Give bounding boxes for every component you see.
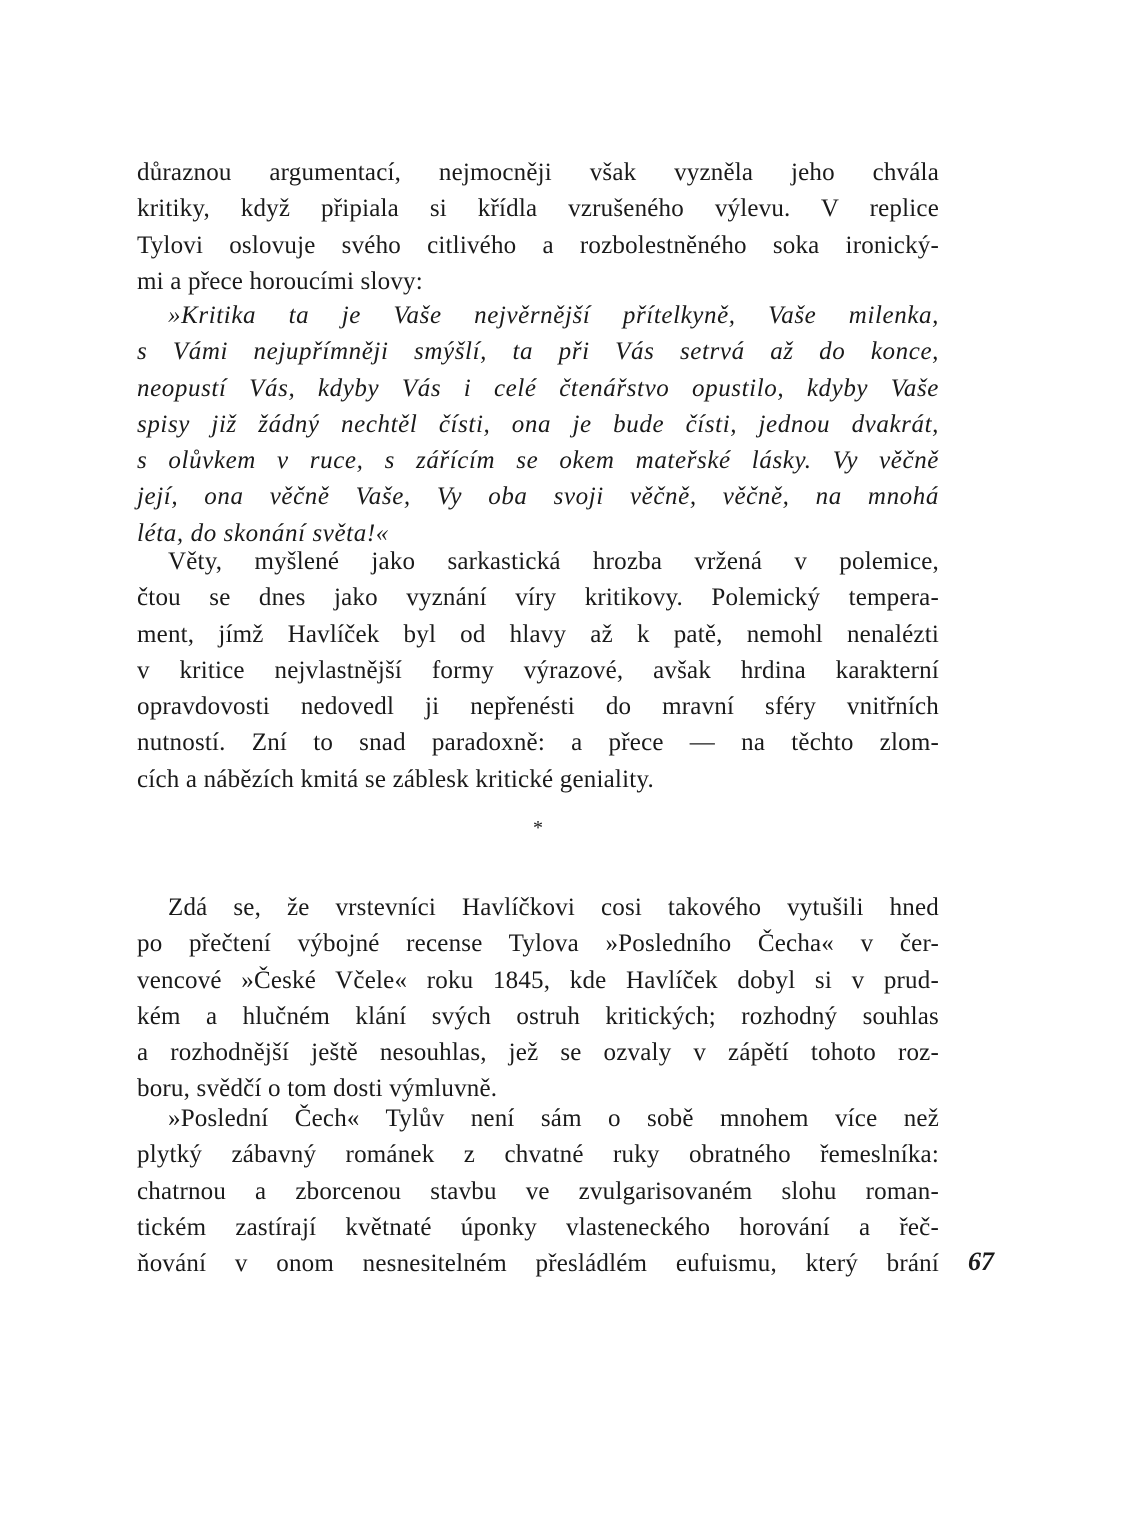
text-line: Zdá se, že vrstevníci Havlíčkovi cosi takového vytušili hned bbox=[168, 894, 939, 921]
text-line: plytký zábavný románek z chvatné ruky obratného řemeslníka: bbox=[137, 1141, 939, 1169]
text-line: vencové »České Včele« roku 1845, kde Havlíček dobyl si v prud- bbox=[137, 966, 939, 994]
text-line: nutností. Zní to snad paradoxně: a přece — na těchto zlom- bbox=[137, 729, 939, 757]
quote-line: léta, do skonání světa!« bbox=[137, 519, 389, 547]
text-line: opravdovosti nedovedl ji nepřenésti do mravní sféry vnitřních bbox=[137, 693, 939, 721]
text-line: ment, jímž Havlíček byl od hlavy až k patě, nemohl nenalézti bbox=[137, 620, 939, 648]
section-separator: * bbox=[533, 817, 543, 839]
quote-line: spisy již žádný nechtěl čísti, ona je bude čísti, jednou dvakrát, bbox=[137, 410, 939, 438]
quote-line: s olůvkem v ruce, s zářícím se okem mateřské lásky. Vy věčně bbox=[137, 447, 939, 475]
text-line: »Poslední Čech« Tylův není sám o sobě mnohem více než bbox=[168, 1105, 939, 1132]
text-line: cích a nábězích kmitá se záblesk kritické geniality. bbox=[137, 765, 654, 793]
text-line: kém a hlučném klání svých ostruh kritických; rozhodný souhlas bbox=[137, 1002, 939, 1030]
paragraph-4 bbox=[137, 1101, 939, 1282]
text-line: boru, svědčí o tom dosti výmluvně. bbox=[137, 1075, 498, 1103]
text-line: Tylovi oslovuje svého citlivého a rozbolestněného soka ironický- bbox=[137, 231, 939, 259]
text-line: důraznou argumentací, nejmocněji však vyzněla jeho chvála bbox=[137, 159, 939, 186]
text-line: chatrnou a zborcenou stavbu ve zvulgarisovaném slohu roman- bbox=[137, 1177, 939, 1205]
text-line: tickém zastírají květnaté úponky vlasteneckého horování a řeč- bbox=[137, 1213, 939, 1241]
text-line: mi a přece horoucími slovy: bbox=[137, 267, 423, 295]
quote-line: její, ona věčně Vaše, Vy oba svoji věčně, věčně, na mnohá bbox=[137, 483, 939, 511]
text-line: a rozhodnější ještě nesouhlas, jež se ozvaly v zápětí tohoto roz- bbox=[137, 1039, 939, 1067]
text-line: Věty, myšlené jako sarkastická hrozba vržená v polemice, bbox=[168, 548, 939, 575]
quote-line: »Kritika ta je Vaše nejvěrnější přítelkyně, Vaše milenka, bbox=[168, 302, 939, 329]
quote-line: neopustí Vás, kdyby Vás i celé čtenářstvo opustilo, kdyby Vaše bbox=[137, 374, 939, 402]
text-line: po přečtení výbojné recense Tylova »Posledního Čecha« v čer- bbox=[137, 930, 939, 958]
quote-line: s Vámi nejupřímněji smýšlí, ta při Vás setrvá až do konce, bbox=[137, 338, 939, 366]
paragraph-1 bbox=[137, 155, 939, 300]
quotation bbox=[137, 298, 939, 552]
paragraph-3 bbox=[137, 890, 939, 1108]
text-line: čtou se dnes jako vyznání víry kritikovy. Polemický tempera- bbox=[137, 584, 939, 612]
text-line: ňování v onom nesnesitelném přesládlém eufuismu, který brání bbox=[137, 1250, 939, 1278]
page-number: 67 bbox=[968, 1247, 994, 1276]
text-line: v kritice nejvlastnější formy výrazové, avšak hrdina karakterní bbox=[137, 656, 939, 684]
text-line: kritiky, když připiala si křídla vzrušeného výlevu. V replice bbox=[137, 195, 939, 223]
paragraph-2 bbox=[137, 544, 939, 798]
